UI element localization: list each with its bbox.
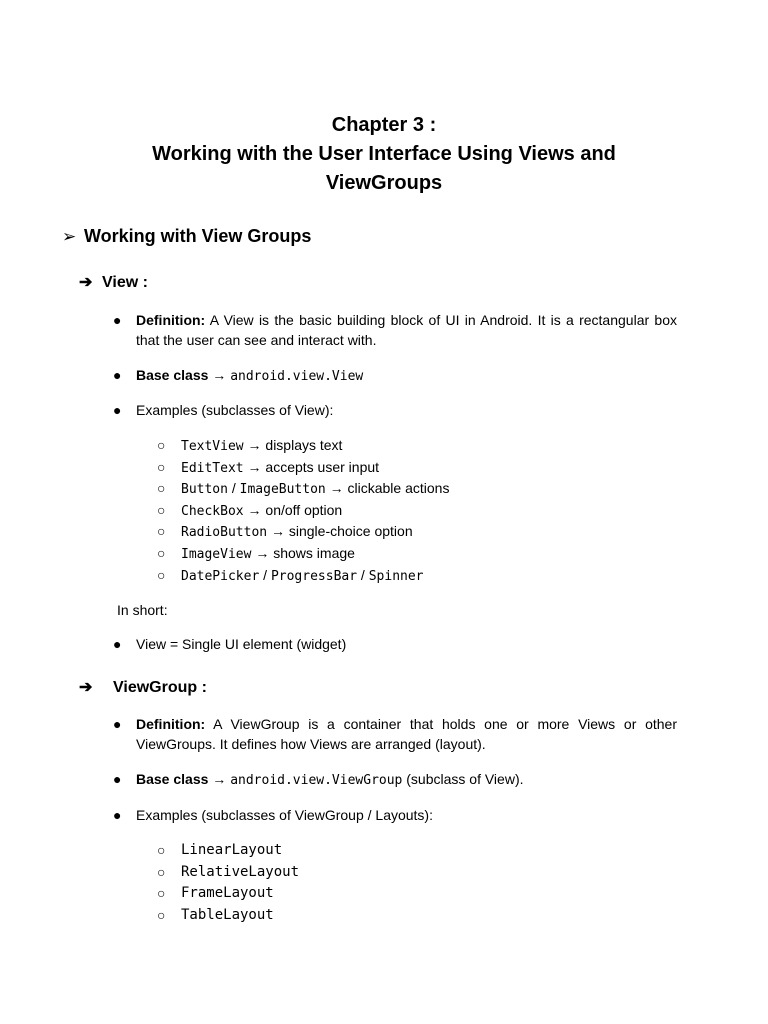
circle-bullet-icon: ○ [157,480,166,497]
separator-text: / [357,566,369,583]
viewgroup-examples-intro: Examples (subclasses of ViewGroup / Layouts): [136,807,433,823]
layout-class-name: FrameLayout [181,885,274,902]
arrow-text: → [208,771,231,787]
class-description: → clickable actions [325,480,450,497]
section-heading [62,224,311,249]
circle-bullet-icon: ○ [157,906,166,923]
viewgroup-heading-text: ViewGroup : [113,679,207,696]
arrow-text: → [208,367,231,383]
class-name: ImageButton [239,482,326,498]
arrow-marker-icon: ➔ [79,679,93,696]
bullet-icon: ● [113,636,122,652]
view-base-class-code: android.view.View [230,369,364,384]
viewgroup-definition-label: Definition: [136,716,206,732]
class-name: Button [181,482,228,498]
bullet-icon: ● [113,402,122,418]
bullet-icon: ● [113,312,122,328]
layout-class-name: RelativeLayout [181,863,300,880]
class-name: RadioButton [181,525,268,541]
viewgroup-base-class [136,769,524,791]
class-name: TextView [181,439,244,454]
page-title [0,111,768,198]
circle-bullet-icon: ○ [157,523,166,540]
view-base-class-label: Base class [136,367,209,383]
class-description: → single-choice option [267,523,413,540]
viewgroup-base-class-suffix: (subclass of View). [402,771,524,787]
circle-bullet-icon: ○ [157,544,166,561]
view-heading-text: View : [102,274,148,291]
circle-bullet-icon: ○ [157,437,166,453]
separator-text: / [259,566,271,583]
class-name: DatePicker [181,568,260,584]
viewgroup-heading [79,677,207,699]
viewgroup-definition-text: A ViewGroup is a container that holds one or more Views or other ViewGroups. It defines how Views are arranged (layout). [136,716,677,752]
chapter-title-line-2: ViewGroups [325,172,443,194]
view-summary: View = Single UI element (widget) [136,636,347,652]
circle-bullet-icon: ○ [157,885,166,902]
class-name: Spinner [368,568,424,584]
class-description: → on/off option [243,501,343,518]
arrow-marker-icon: ➔ [79,274,93,291]
bullet-icon: ● [113,807,122,823]
circle-bullet-icon: ○ [157,458,166,475]
chapter-title-line-1: Working with the User Interface Using Views and [152,143,616,165]
circle-bullet-icon: ○ [157,501,166,518]
section-heading-text: Working with View Groups [84,226,312,246]
viewgroup-base-class-code: android.view.ViewGroup [230,773,403,788]
circle-bullet-icon: ○ [157,863,166,880]
layout-class-name: LinearLayout [181,842,283,858]
class-description: → accepts user input [243,458,380,475]
layout-class-name: TableLayout [181,906,274,923]
class-name: EditText [181,460,244,476]
class-name: ProgressBar [270,568,358,584]
circle-bullet-icon: ○ [157,566,166,583]
view-base-class [136,365,363,387]
view-examples-intro: Examples (subclasses of View): [136,402,334,418]
viewgroup-base-class-label: Base class [136,771,209,787]
class-description: → displays text [243,437,343,453]
class-name: ImageView [181,546,252,562]
view-heading [79,272,148,294]
bullet-icon: ● [113,771,122,787]
view-definition-label: Definition: [136,312,206,328]
bullet-icon: ● [113,367,122,383]
circle-bullet-icon: ○ [157,842,166,858]
chapter-number: Chapter 3 : [331,114,437,136]
view-definition-text: A View is the basic building block of UI in Android. It is a rectangular box that the user can see and interact with. [136,312,677,348]
bullet-icon: ● [113,716,122,732]
view-definition [136,310,677,350]
in-short-label: In short: [117,602,168,618]
separator-text: / [227,480,240,497]
class-name: CheckBox [181,503,244,519]
viewgroup-definition [136,714,677,754]
arrowhead-marker-icon: ➢ [62,227,77,246]
class-description: → shows image [251,544,355,561]
